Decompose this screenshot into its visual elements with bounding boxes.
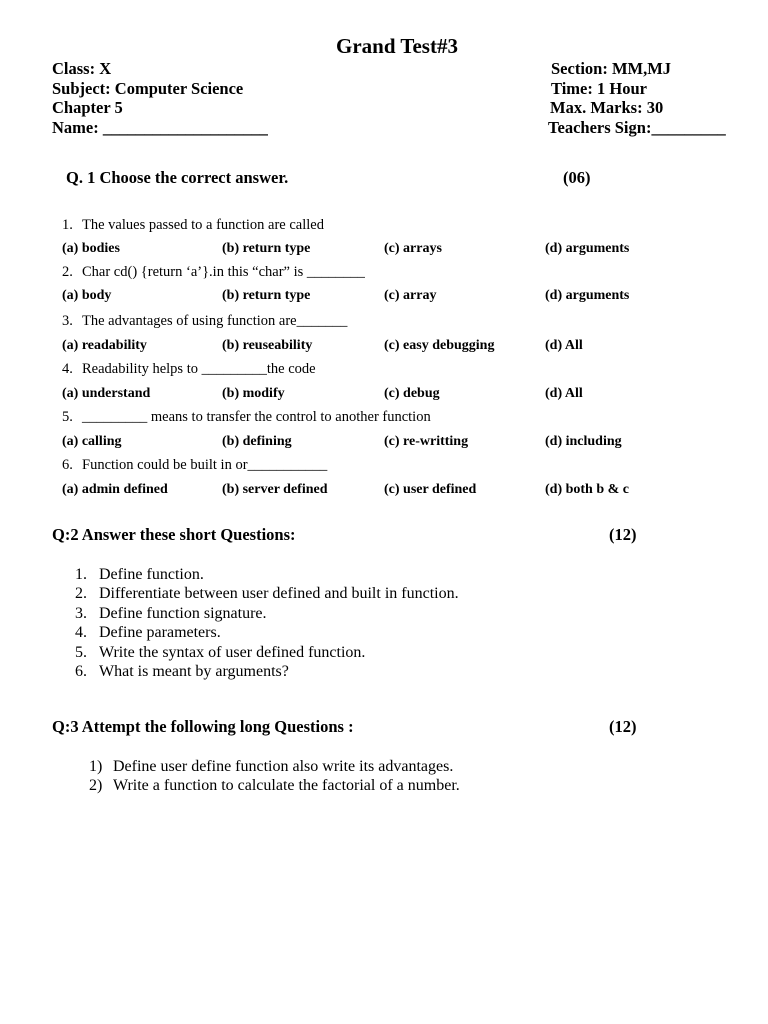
mcq-option-a: (a) understand [62, 386, 151, 401]
list-text: What is meant by arguments? [99, 663, 289, 680]
mcq-option-c: (c) user defined [384, 482, 477, 497]
list-number: 2) [89, 777, 103, 794]
list-item [89, 758, 453, 776]
mcq-question [62, 361, 316, 378]
list-number: 1. [75, 566, 87, 583]
list-text: Define function signature. [99, 605, 267, 622]
q3-heading: Q:3 Attempt the following long Questions : [52, 717, 354, 736]
q2-heading: Q:2 Answer these short Questions: [52, 525, 296, 544]
list-item [75, 663, 289, 681]
q3-marks: (12) [609, 717, 637, 736]
teacher-sign-field: Teachers Sign:_________ [548, 118, 726, 137]
mcq-option-d: (d) both b & c [545, 482, 630, 497]
list-item [75, 605, 267, 623]
mcq-option-b: (b) modify [222, 386, 285, 401]
mcq-text: The advantages of using function are_______ [82, 313, 348, 329]
list-item [75, 644, 365, 662]
mcq-option-a: (a) bodies [62, 241, 120, 256]
list-number: 6. [75, 663, 87, 680]
list-item [89, 777, 460, 795]
mcq-option-c: (c) debug [384, 386, 440, 401]
q1-heading: Q. 1 Choose the correct answer. [66, 168, 289, 187]
mcq-option-d: (d) arguments [545, 241, 630, 256]
mcq-question [62, 313, 347, 330]
mcq-option-b: (b) server defined [222, 482, 328, 497]
mcq-option-d: (d) including [545, 434, 622, 449]
mcq-option-b: (b) return type [222, 241, 311, 256]
page-title: Grand Test#3 [336, 34, 458, 58]
mcq-option-a: (a) body [62, 288, 112, 303]
mcq-option-a: (a) admin defined [62, 482, 168, 497]
q2-marks: (12) [609, 525, 637, 544]
list-item [75, 585, 459, 603]
mcq-option-c: (c) re-writting [384, 434, 469, 449]
mcq-text: _________ means to transfer the control to another function [82, 409, 431, 425]
subject-label: Subject: Computer Science [52, 79, 244, 98]
mcq-text: Char cd() {return ‘a’}.in this “char” is ________ [82, 264, 365, 280]
mcq-number: 2. [62, 264, 73, 280]
list-item [75, 624, 221, 642]
mcq-number: 3. [62, 313, 73, 329]
class-label: Class: X [52, 59, 112, 78]
mcq-number: 1. [62, 217, 73, 233]
mcq-option-b: (b) reuseability [222, 338, 313, 353]
time-label: Time: 1 Hour [551, 79, 647, 98]
mcq-text: Readability helps to _________the code [82, 361, 316, 377]
list-number: 2. [75, 585, 87, 602]
max-marks-label: Max. Marks: 30 [550, 98, 664, 117]
mcq-question [62, 409, 431, 426]
mcq-question [62, 457, 327, 474]
name-field: Name: ____________________ [52, 118, 268, 137]
mcq-option-a: (a) calling [62, 434, 122, 449]
mcq-number: 6. [62, 457, 73, 473]
mcq-option-b: (b) return type [222, 288, 311, 303]
mcq-question [62, 217, 324, 234]
mcq-text: The values passed to a function are called [82, 217, 324, 233]
chapter-label: Chapter 5 [52, 98, 123, 117]
mcq-option-d: (d) All [545, 338, 583, 353]
mcq-question [62, 264, 365, 281]
mcq-number: 4. [62, 361, 73, 377]
list-text: Define user define function also write its advantages. [113, 758, 454, 775]
mcq-text: Function could be built in or___________ [82, 457, 328, 473]
mcq-number: 5. [62, 409, 73, 425]
q1-marks: (06) [563, 168, 591, 187]
mcq-option-c: (c) array [384, 288, 437, 303]
list-number: 1) [89, 758, 103, 775]
list-number: 4. [75, 624, 87, 641]
mcq-option-d: (d) arguments [545, 288, 630, 303]
section-label: Section: MM,MJ [551, 59, 672, 78]
mcq-option-c: (c) easy debugging [384, 338, 495, 353]
list-item [75, 566, 204, 584]
mcq-option-b: (b) defining [222, 434, 292, 449]
mcq-option-a: (a) readability [62, 338, 147, 353]
mcq-option-c: (c) arrays [384, 241, 442, 256]
list-text: Write a function to calculate the factorial of a number. [113, 777, 460, 794]
list-text: Define function. [99, 566, 204, 583]
list-text: Differentiate between user defined and built in function. [99, 585, 459, 602]
list-number: 3. [75, 605, 87, 622]
list-text: Define parameters. [99, 624, 221, 641]
list-text: Write the syntax of user defined function. [99, 644, 366, 661]
list-number: 5. [75, 644, 87, 661]
mcq-option-d: (d) All [545, 386, 583, 401]
